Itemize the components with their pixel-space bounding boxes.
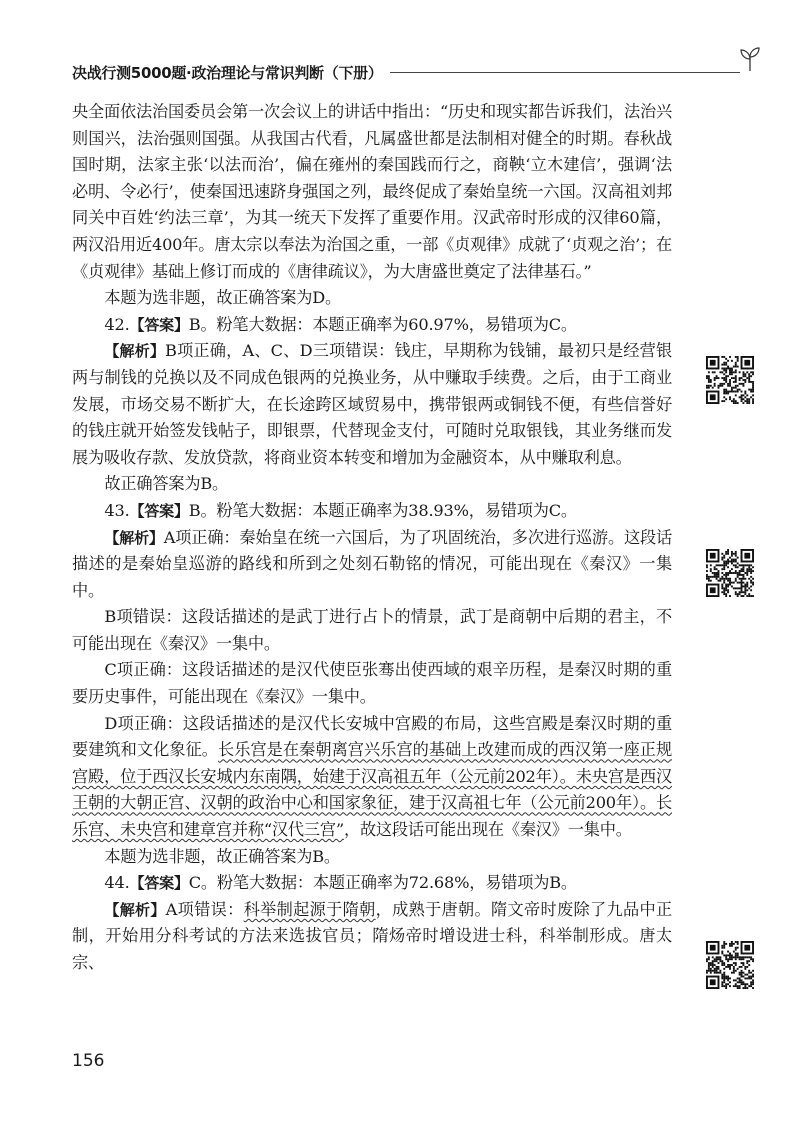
option-d-analysis (72, 711, 672, 844)
header-title: 决战行测5000题·政治理论与常识判断（下册） (72, 64, 383, 82)
page-number: 156 (72, 1051, 105, 1071)
analysis-label: 【解析】 (104, 900, 166, 919)
qr-code-icon[interactable] (706, 549, 754, 597)
question-number: 42. (104, 314, 130, 334)
answer-text: C。粉笔大数据：本题正确率为72.68%，易错项为B。 (188, 873, 577, 893)
running-header (72, 60, 762, 84)
question-42-answer (72, 312, 672, 339)
question-44-analysis (72, 897, 672, 977)
question-42-analysis (72, 338, 672, 471)
option-a-text: ，成熟于唐朝。隋文帝时废除了九品中正制，开始用分科考试的方法来选拔官员；隋炀帝时增设进士科，科举制形成。唐太宗、 (72, 899, 672, 972)
option-d-text: D项正确：这段话描述的是汉代长安城中宫殿的布局，这些宫殿是秦汉时期的重要建筑和文化象征。 (72, 713, 672, 760)
answer-label: 【答案】 (129, 874, 189, 893)
conclusion-41: 本题为选非题，故正确答案为D。 (104, 288, 341, 308)
question-43-answer (72, 498, 672, 525)
qr-code-icon[interactable] (706, 356, 754, 404)
option-a-prefix: A项错误： (165, 899, 244, 919)
analysis-label: 【解析】 (104, 342, 166, 361)
answer-text: B。粉笔大数据：本题正确率为38.93%，易错项为C。 (188, 500, 577, 520)
highlighted-text: 长乐宫是在秦朝离宫兴乐宫的基础上改建而成的西汉第一座正规宫殿，位于西汉长安城内东南隅，始建于汉高祖五年（公元前202年）。未央宫是西汉王朝的大朝正宫、汉朝的政治中心和国家象征，建于汉高祖七年（公元前200年）。长乐宫、未央宫和建章宫并称“汉代三宫” (72, 740, 673, 840)
answer-label: 【答案】 (129, 501, 189, 520)
continued-paragraph: 央全面依法治国委员会第一次会议上的讲话中指出：“历史和现实都告诉我们，法治兴则国兴，法治强则国强。从我国古代看，凡属盛世都是法制相对健全的时期。春秋战国时期，法家主张‘以法而治’，偏在雍州的秦国践而行之，商鞅‘立木建信’，强调‘法必明、令必行’，使秦国迅速跻身强国之列，最终促成了秦始皇统一六国。汉高祖刘邦同关中百姓‘约法三章’，为其一统天下发挥了重要作用。汉武帝时形成的汉律60篇，两汉沿用近400年。唐太宗以奉法为治国之重，一部《贞观律》成就了‘贞观之治’；在《贞观律》基础上修订而成的《唐律疏议》，为大唐盛世奠定了法律基石。” (72, 102, 672, 281)
answer-label: 【答案】 (129, 315, 189, 334)
analysis-label: 【解析】 (104, 528, 164, 547)
option-c-analysis: C项正确：这段话描述的是汉代使臣张骞出使西域的艰辛历程，是秦汉时期的重要历史事件，可能出现在《秦汉》一集中。 (72, 660, 672, 707)
page-body (72, 99, 672, 977)
option-b-analysis: B项错误：这段话描述的是武丁进行占卜的情景，武丁是商朝中后期的君主，不可能出现在《秦汉》一集中。 (72, 607, 672, 653)
qr-code-icon[interactable] (706, 941, 754, 989)
option-d-tail: ，故这段话可能出现在《秦汉》一集中。 (343, 820, 632, 840)
question-44-answer (72, 870, 672, 897)
header-rule (390, 72, 740, 73)
conclusion-43: 本题为选非题，故正确答案为B。 (104, 846, 340, 866)
question-43-analysis (72, 525, 672, 605)
sprout-icon (738, 46, 762, 72)
answer-text: B。粉笔大数据：本题正确率为60.97%，易错项为C。 (188, 314, 577, 334)
question-number: 43. (104, 500, 130, 520)
analysis-text: A项正确：秦始皇在统一六国后，为了巩固统治，多次进行巡游。这段话描述的是秦始皇巡游的路线和所到之处刻石勒铭的情况，可能出现在《秦汉》一集中。 (72, 527, 672, 600)
highlighted-text: 科举制起源于隋朝 (243, 899, 376, 919)
analysis-text: B项正确，A、C、D三项错误：钱庄，早期称为钱铺，最初只是经营银两与制钱的兑换以及不同成色银两的兑换业务，从中赚取手续费。之后，由于工商业发展，市场交易不断扩大，在长途跨区域贸易中，携带银两或铜钱不便，有些信誉好的钱庄就开始签发钱帖子，即银票，代替现金支付，可随时兑取银钱，其业务继而发展为吸收存款、发放贷款，将商业资本转变和增加为金融资本，从中赚取利息。 (72, 341, 672, 467)
question-number: 44. (104, 873, 130, 893)
conclusion-42: 故正确答案为B。 (104, 474, 228, 494)
